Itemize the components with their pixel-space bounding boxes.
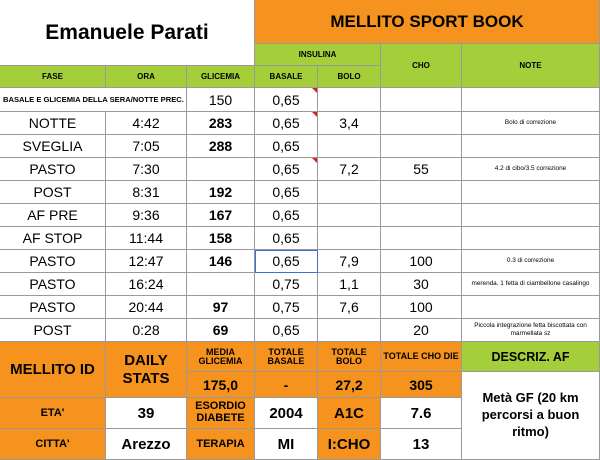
previous-night-glicemia: 150 [208, 91, 233, 108]
totale-cho-value-cell[interactable] [381, 372, 462, 398]
bolo-cell[interactable] [318, 135, 381, 158]
a1c-value: 7.6 [410, 404, 432, 422]
ora-value: 8:31 [132, 184, 160, 200]
ora-column-label: ORA [137, 72, 155, 81]
book-title: MELLITO SPORT BOOK [330, 11, 524, 31]
cho-value: 55 [413, 161, 429, 177]
bolo-cell[interactable] [318, 319, 381, 342]
esordio-label-cell[interactable] [187, 398, 255, 429]
glicemia-header[interactable] [187, 66, 255, 88]
note-cell[interactable] [462, 204, 600, 227]
basale-value: 0,65 [272, 207, 300, 223]
basale-cell[interactable] [255, 273, 318, 296]
a1c-label-cell[interactable] [318, 398, 381, 429]
basale-value: 0,65 [272, 184, 300, 200]
glicemia-value: 288 [208, 138, 233, 154]
totale-basale-label: TOTALE BASALE [267, 346, 305, 366]
fase-cell[interactable] [0, 112, 106, 135]
basale-value: 0,65 [272, 138, 300, 154]
ora-cell[interactable] [106, 250, 187, 273]
note-cell[interactable] [462, 227, 600, 250]
fase-value: AF STOP [22, 230, 83, 246]
fase-column-label: FASE [42, 72, 63, 81]
cho-cell[interactable] [381, 112, 462, 135]
glicemia-value: 283 [208, 115, 233, 131]
fase-header[interactable] [0, 66, 106, 88]
ora-value: 12:47 [128, 253, 164, 269]
bolo-cell[interactable] [318, 204, 381, 227]
totale-basale-label-cell[interactable] [255, 342, 318, 372]
bolo-cell[interactable] [318, 273, 381, 296]
totale-cho-label: TOTALE CHO DIE [383, 351, 459, 361]
glicemia-column-label: GLICEMIA [200, 72, 241, 81]
basale-cell[interactable] [255, 158, 318, 181]
glicemia-cell[interactable] [187, 319, 255, 342]
bolo-value: 7,2 [339, 161, 359, 177]
cho-cell[interactable] [381, 181, 462, 204]
media-glicemia-value: 175,0 [202, 376, 239, 393]
cho-column-label: CHO [412, 61, 430, 70]
ora-cell[interactable] [106, 296, 187, 319]
terapia-value: MI [277, 435, 295, 453]
eta-value-cell[interactable] [106, 398, 187, 429]
terapia-label: TERAPIA [196, 438, 245, 450]
previous-night-basale: 0,65 [272, 91, 300, 108]
previous-night-note-cell[interactable] [462, 88, 600, 112]
cho-cell[interactable] [381, 250, 462, 273]
basale-cell[interactable] [255, 204, 318, 227]
bolo-column-label: BOLO [337, 72, 361, 81]
fase-cell[interactable] [0, 158, 106, 181]
bolo-cell[interactable] [318, 296, 381, 319]
esordio-label: ESORDIO DIABETE [195, 400, 246, 424]
cho-cell[interactable] [381, 227, 462, 250]
fase-value: AF PRE [27, 207, 78, 223]
fase-value: PASTO [29, 161, 76, 177]
ora-cell[interactable] [106, 204, 187, 227]
ora-cell[interactable] [106, 158, 187, 181]
note-header[interactable] [462, 44, 600, 88]
ora-header[interactable] [106, 66, 187, 88]
previous-night-cho-cell[interactable] [381, 88, 462, 112]
basale-value: 0,65 [272, 322, 300, 338]
cho-value: 30 [413, 276, 429, 292]
basale-value: 0,65 [272, 253, 300, 269]
previous-night-label-cell[interactable] [0, 88, 187, 112]
cho-cell[interactable] [381, 204, 462, 227]
fase-cell[interactable] [0, 181, 106, 204]
bolo-cell[interactable] [318, 227, 381, 250]
totale-bolo-label: TOTALE BOLO [331, 346, 367, 366]
user-name: Emanuele Parati [45, 20, 209, 44]
note-cell[interactable] [462, 112, 600, 135]
citta-label-cell[interactable] [0, 429, 106, 460]
glicemia-cell[interactable] [187, 296, 255, 319]
fase-cell[interactable] [0, 250, 106, 273]
ora-cell[interactable] [106, 112, 187, 135]
fase-cell[interactable] [0, 296, 106, 319]
insulina-header[interactable] [255, 44, 381, 66]
basale-cell[interactable] [255, 296, 318, 319]
basale-column-label: BASALE [269, 72, 303, 81]
citta-label: CITTA' [35, 438, 70, 450]
esordio-value: 2004 [269, 404, 303, 422]
glicemia-value: 158 [208, 230, 233, 246]
descriz-af-label-cell[interactable] [462, 342, 600, 372]
cho-cell[interactable] [381, 135, 462, 158]
glicemia-value: 69 [212, 322, 229, 338]
a1c-value-cell[interactable] [381, 398, 462, 429]
glicemia-cell[interactable] [187, 273, 255, 296]
glicemia-value: 97 [212, 299, 229, 315]
ora-value: 16:24 [128, 276, 164, 292]
totale-bolo-value-cell[interactable] [318, 372, 381, 398]
daily-stats-label: DAILY STATS [122, 352, 170, 387]
note-value: 4.2 di cibo/3.5 correzione [494, 165, 567, 172]
cho-cell[interactable] [381, 158, 462, 181]
basale-cell[interactable] [255, 319, 318, 342]
glicemia-cell[interactable] [187, 135, 255, 158]
a1c-label: A1C [333, 404, 364, 422]
cho-value: 20 [413, 322, 429, 338]
glicemia-cell[interactable] [187, 204, 255, 227]
basale-cell[interactable] [255, 250, 318, 273]
eta-label: ETA' [40, 407, 65, 419]
basale-header[interactable] [255, 66, 318, 88]
glicemia-value: 167 [208, 207, 233, 223]
glicemia-cell[interactable] [187, 250, 255, 273]
bolo-value: 1,1 [339, 276, 359, 292]
note-value: Piccola integrazione fetta biscottata con marmellata sz [474, 322, 587, 337]
citta-value-cell[interactable] [106, 429, 187, 460]
basale-cell[interactable] [255, 227, 318, 250]
fase-cell[interactable] [0, 204, 106, 227]
daily-stats-cell[interactable] [106, 342, 187, 398]
glicemia-value: 146 [208, 253, 233, 269]
icho-value-cell[interactable] [381, 429, 462, 460]
icho-label: I:CHO [327, 435, 371, 453]
fase-cell[interactable] [0, 135, 106, 158]
mellito-id-cell[interactable] [0, 342, 106, 398]
fase-cell[interactable] [0, 273, 106, 296]
note-value: 0.3 di correzione [506, 257, 555, 264]
icho-value: 13 [412, 435, 430, 453]
previous-night-glicemia-cell[interactable] [187, 88, 255, 112]
cho-header[interactable] [381, 44, 462, 88]
mellito-id-label: MELLITO ID [10, 361, 95, 378]
note-value: merenda. 1 fetta di ciambellone casalingo [471, 280, 590, 287]
ora-value: 11:44 [129, 230, 163, 246]
icho-label-cell[interactable] [318, 429, 381, 460]
previous-night-basale-cell[interactable] [255, 88, 318, 112]
ora-cell[interactable] [106, 273, 187, 296]
previous-night-label: BASALE E GLICEMIA DELLA SERA/NOTTE PREC. [3, 95, 184, 104]
bolo-cell[interactable] [318, 112, 381, 135]
basale-cell[interactable] [255, 135, 318, 158]
basale-value: 0,75 [272, 276, 300, 292]
media-glicemia-label-cell[interactable] [187, 342, 255, 372]
basale-cell[interactable] [255, 181, 318, 204]
cho-cell[interactable] [381, 273, 462, 296]
terapia-value-cell[interactable] [255, 429, 318, 460]
terapia-label-cell[interactable] [187, 429, 255, 460]
fase-value: POST [33, 322, 72, 338]
ora-cell[interactable] [106, 181, 187, 204]
note-cell[interactable] [462, 135, 600, 158]
ora-cell[interactable] [106, 319, 187, 342]
note-cell[interactable] [462, 250, 600, 273]
book-title-cell[interactable] [255, 0, 600, 44]
note-cell[interactable] [462, 181, 600, 204]
fase-value: PASTO [29, 299, 76, 315]
totale-bolo-value: 27,2 [335, 376, 363, 393]
note-cell[interactable] [462, 296, 600, 319]
basale-value: 0,65 [272, 230, 300, 246]
bolo-cell[interactable] [318, 158, 381, 181]
descriz-af-label: DESCRIZ. AF [491, 349, 570, 364]
totale-cho-value: 305 [409, 376, 433, 393]
fase-value: PASTO [29, 276, 76, 292]
bolo-value: 7,6 [339, 299, 359, 315]
cho-value: 100 [409, 299, 433, 315]
glicemia-cell[interactable] [187, 158, 255, 181]
totale-basale-value-cell[interactable] [255, 372, 318, 398]
glicemia-value: 192 [208, 184, 233, 200]
totale-basale-value: - [283, 376, 289, 393]
fase-value: SVEGLIA [22, 138, 83, 154]
ora-value: 4:42 [132, 115, 160, 131]
note-column-label: NOTE [519, 61, 542, 70]
ora-value: 7:30 [132, 161, 160, 177]
note-cell[interactable] [462, 158, 600, 181]
descriz-af-value: Metà GF (20 km percorsi a buon ritmo) [481, 390, 580, 439]
cho-cell[interactable] [381, 319, 462, 342]
citta-value: Arezzo [121, 435, 171, 453]
esordio-value-cell[interactable] [255, 398, 318, 429]
note-cell[interactable] [462, 319, 600, 342]
note-cell[interactable] [462, 273, 600, 296]
bolo-value: 7,9 [339, 253, 359, 269]
descriz-af-value-cell[interactable] [462, 372, 600, 460]
basale-value: 0,65 [272, 115, 300, 131]
ora-value: 20:44 [128, 299, 164, 315]
fase-cell[interactable] [0, 319, 106, 342]
glicemia-cell[interactable] [187, 181, 255, 204]
basale-cell[interactable] [255, 112, 318, 135]
basale-value: 0,65 [272, 161, 300, 177]
glicemia-cell[interactable] [187, 112, 255, 135]
totale-bolo-label-cell[interactable] [318, 342, 381, 372]
cho-value: 100 [409, 253, 433, 269]
eta-label-cell[interactable] [0, 398, 106, 429]
ora-value: 9:36 [132, 207, 160, 223]
media-glicemia-label: MEDIA GLICEMIA [198, 346, 243, 366]
bolo-cell[interactable] [318, 250, 381, 273]
fase-cell[interactable] [0, 227, 106, 250]
fase-value: PASTO [29, 253, 76, 269]
ora-cell[interactable] [106, 135, 187, 158]
ora-cell[interactable] [106, 227, 187, 250]
bolo-cell[interactable] [318, 181, 381, 204]
note-value: Bolo di correzione [504, 119, 557, 126]
previous-night-bolo-cell[interactable] [318, 88, 381, 112]
basale-value: 0,75 [272, 299, 300, 315]
ora-value: 0:28 [132, 322, 160, 338]
cho-cell[interactable] [381, 296, 462, 319]
insulina-label: INSULINA [298, 50, 337, 59]
totale-cho-label-cell[interactable] [381, 342, 462, 372]
bolo-header[interactable] [318, 66, 381, 88]
ora-value: 7:05 [132, 138, 160, 154]
glicemia-cell[interactable] [187, 227, 255, 250]
bolo-value: 3,4 [339, 115, 359, 131]
fase-value: NOTTE [28, 115, 77, 131]
user-name-cell[interactable] [0, 0, 255, 66]
eta-value: 39 [137, 404, 155, 422]
media-glicemia-value-cell[interactable] [187, 372, 255, 398]
fase-value: POST [33, 184, 72, 200]
